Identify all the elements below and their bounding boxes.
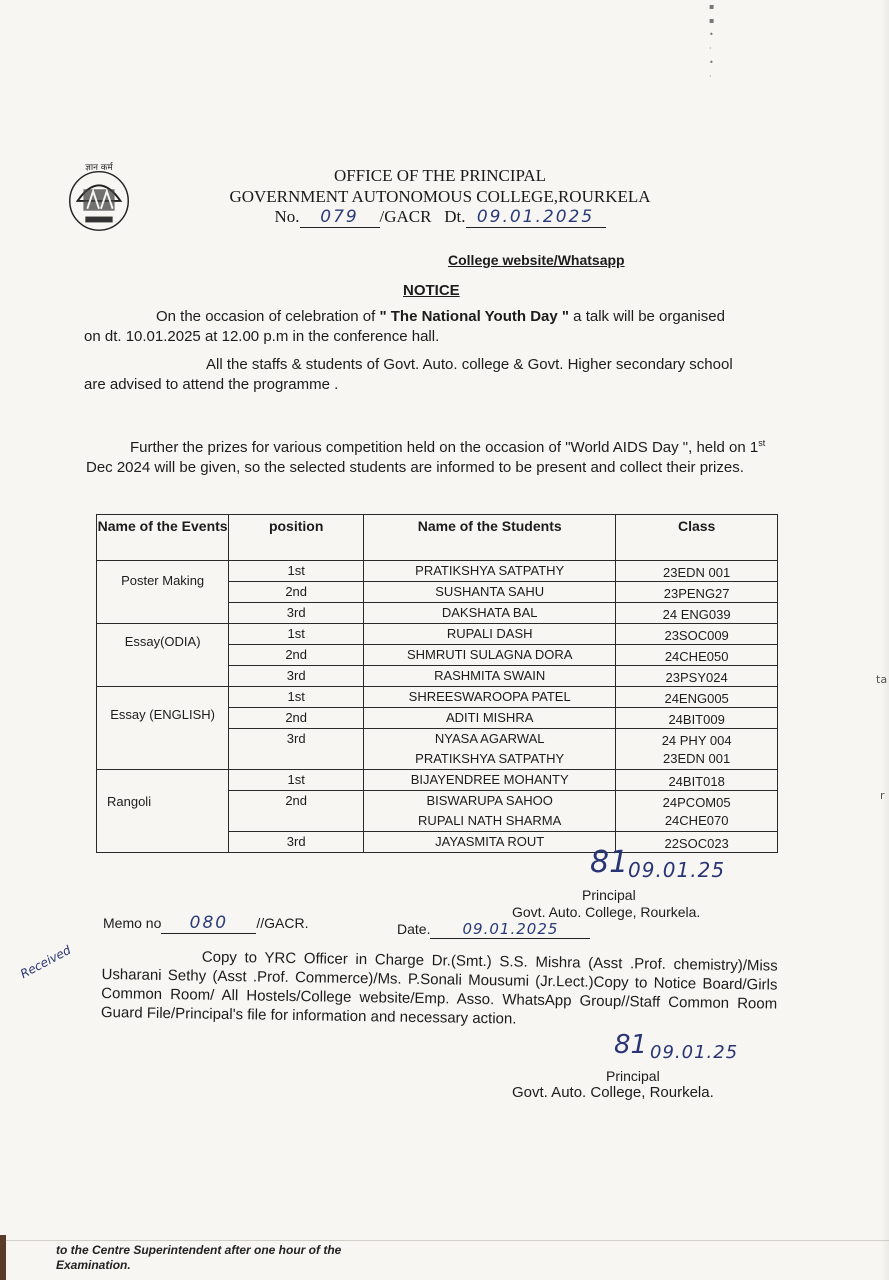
distribution-channel: College website/Whatsapp: [448, 252, 625, 268]
student-class: 24 PHY 004: [661, 733, 732, 748]
student-class: 24PCOM05: [662, 795, 731, 810]
signatory-title: Principal: [606, 1068, 660, 1084]
table-row: 2nd SHMRUTI SULAGNA DORA 24CHE050: [97, 645, 778, 666]
table-row: Essay (ENGLISH) 1st SHREESWAROOPA PATEL 24ENG005: [97, 687, 778, 708]
table-row: 3rd DAKSHATA BAL 24 ENG039: [97, 603, 778, 624]
student-name: ADITI MISHRA: [445, 710, 534, 725]
table-row: Poster Making 1st PRATIKSHYA SATPATHY 23EDN 001: [97, 561, 778, 582]
office-title: OFFICE OF THE PRINCIPAL: [333, 166, 547, 185]
bleed-text-mark: r: [880, 789, 885, 802]
table-row: 2nd ADITI MISHRA 24BIT009: [97, 708, 778, 729]
memo-date: 09.01.2025: [462, 920, 559, 938]
signature-date: 09.01.25: [650, 1042, 739, 1063]
student-name: DAKSHATA BAL: [441, 605, 538, 620]
student-name: JAYASMITA ROUT: [435, 834, 545, 849]
table-row: 3rd JAYASMITA ROUT 22SOC023: [97, 832, 778, 853]
student-class: 24ENG005: [664, 691, 729, 706]
underlying-page-text: to the Centre Superintendent after one hour of the Examination.: [56, 1243, 342, 1272]
student-class: 24BIT018: [668, 774, 725, 789]
student-name: PRATIKSHYA SATPATHY: [415, 563, 565, 578]
student-class: 24CHE050: [664, 649, 729, 664]
reference-line: [160, 207, 720, 228]
signatory-college: Govt. Auto. College, Rourkela.: [512, 904, 701, 920]
page-edge: [0, 1235, 6, 1280]
event-name-cell: Rangoli: [97, 770, 229, 853]
student-name: BISWARUPA SAHOO: [426, 793, 553, 808]
signatory-title: Principal: [582, 887, 636, 903]
memo-number: 080: [189, 913, 229, 933]
student-class: 23EDN 001: [663, 565, 731, 580]
student-name: PRATIKSHYA SATPATHY: [415, 751, 565, 766]
event-name-cell: Essay (ENGLISH): [97, 687, 229, 770]
column-header-position: position: [229, 515, 364, 561]
table-header-row: [97, 515, 778, 561]
bleed-through-marks: ▪ ▪ • · • ·: [709, 2, 715, 81]
page-right-edge: [881, 0, 889, 1280]
student-name: RASHMITA SWAIN: [434, 668, 546, 683]
reference-number: 079: [320, 207, 359, 227]
notice-paragraph-1: On the occasion of celebration of " The National Youth Day " a talk will be organised on dt. 10.01.2025 at 12.00 p.m in the conference hall.: [84, 308, 725, 345]
table-row: 3rd RASHMITA SWAIN 23PSY024: [97, 666, 778, 687]
signature-date: 09.01.25: [628, 858, 726, 882]
student-name: SHREESWAROOPA PATEL: [408, 689, 571, 704]
bleed-text-mark: ta: [876, 673, 888, 686]
memo-line: Memo no 080 //GACR.: [103, 913, 309, 933]
student-name: RUPALI DASH: [446, 626, 533, 641]
table-row: Rangoli 1st BIJAYENDREE MOHANTY 24BIT018: [97, 770, 778, 791]
student-class: 24 ENG039: [662, 607, 731, 622]
student-name: NYASA AGARWAL: [434, 731, 545, 746]
college-emblem-icon: [60, 160, 138, 238]
student-class: 23PSY024: [665, 670, 728, 685]
prize-winners-table: [96, 514, 778, 853]
column-header-class: Class: [616, 515, 778, 561]
column-header-event: Name of the Events: [97, 515, 229, 561]
student-class: 24BIT009: [668, 712, 725, 727]
svg-text:ज्ञान कर्म: ज्ञान कर्म: [85, 162, 113, 173]
table-row: 2nd SUSHANTA SAHU 23PENG27: [97, 582, 778, 603]
student-name: SUSHANTA SAHU: [435, 584, 545, 599]
event-name: " The National Youth Day ": [379, 308, 570, 325]
receipt-initials: Received: [17, 942, 74, 982]
principal-signature: 81: [590, 845, 629, 880]
no-label: No.: [274, 207, 300, 226]
notice-paragraph-2: All the staffs & students of Govt. Auto. college & Govt. Higher secondary school are advised to attend the programme .: [84, 356, 733, 393]
table-row: 3rd NYASA AGARWAL PRATIKSHYA SATPATHY 24 PHY 004 23EDN 001: [97, 729, 778, 770]
student-name: BIJAYENDREE MOHANTY: [410, 772, 569, 787]
student-name: RUPALI NATH SHARMA: [418, 813, 562, 828]
fold-line: [0, 1240, 889, 1241]
date-label: Dt.: [444, 207, 466, 226]
notice-date: 09.01.2025: [476, 207, 595, 227]
gacr-label: /GACR: [379, 207, 432, 226]
notice-title: NOTICE: [403, 282, 460, 299]
student-class: 23EDN 001: [663, 751, 731, 766]
student-class: 23PENG27: [663, 586, 730, 601]
copy-distribution-paragraph: Copy to YRC Officer in Charge Dr.(Smt.) S.S. Mishra (Asst .Prof. chemistry)/Miss Usharani Sethy (Asst .Prof. Commerce)/Ms. P.Sonali Mousumi (Jr.Lect.)Copy to Notice Board/Girls Common Room/ All Hostels/College website/Emp. Asso. WhatsApp Group//Staff Common Room Guard File/Principal's file for information and necessary action.: [100, 948, 778, 1028]
notice-paragraph-3: Further the prizes for various competition held on the occasion of "World AIDS Day ", held on 1st Dec 2024 will be given, so the selected students are informed to be present and collect their prizes.: [86, 438, 766, 476]
column-header-student: Name of the Students: [364, 515, 616, 561]
table-row: Essay(ODIA) 1st RUPALI DASH 23SOC009: [97, 624, 778, 645]
principal-signature: 81: [614, 1030, 648, 1060]
signatory-college: Govt. Auto. College, Rourkela.: [512, 1084, 714, 1101]
student-class: 22SOC023: [664, 836, 729, 851]
student-name: SHMRUTI SULAGNA DORA: [406, 647, 573, 662]
event-name-cell: Essay(ODIA): [97, 624, 229, 687]
event-name-cell: Poster Making: [97, 561, 229, 624]
college-name: GOVERNMENT AUTONOMOUS COLLEGE,ROURKELA: [229, 187, 651, 206]
memo-date-line: Date. 09.01.2025: [397, 920, 590, 939]
student-class: 23SOC009: [664, 628, 729, 643]
table-row: 2nd BISWARUPA SAHOO RUPALI NATH SHARMA 24PCOM05 24CHE070: [97, 791, 778, 832]
student-class: 24CHE070: [664, 813, 729, 828]
